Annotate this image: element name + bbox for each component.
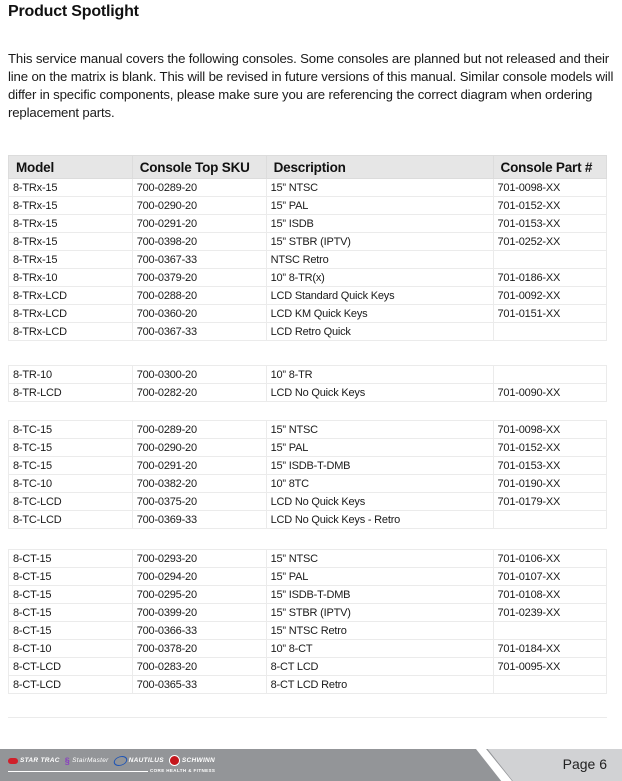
console-table-group-3 <box>8 420 607 529</box>
table-row <box>9 640 607 658</box>
part-cell: 701-0098-XX <box>493 421 606 439</box>
part-cell: 701-0095-XX <box>493 658 606 676</box>
description-cell: LCD KM Quick Keys <box>266 305 493 323</box>
description-cell: NTSC Retro <box>266 251 493 269</box>
brand-logos <box>8 755 215 766</box>
page-title: Product Spotlight <box>8 3 139 20</box>
table-row <box>9 439 607 457</box>
sku-cell: 700-0369-33 <box>132 511 266 529</box>
description-cell: 15” STBR (IPTV) <box>266 233 493 251</box>
description-cell: 15” NTSC Retro <box>266 622 493 640</box>
model-cell: 8-TC-10 <box>9 475 133 493</box>
sku-cell: 700-0290-20 <box>132 439 266 457</box>
model-cell: 8-TRx-LCD <box>9 323 133 341</box>
intro-paragraph: This service manual covers the following consoles. Some consoles are planned but not released and their line on the matrix is blank. This will be revised in future versions of this manual. Similar console models will differ in specific components, please make sure you are referencing the correct diagram when ordering replacement parts. <box>8 51 614 120</box>
part-cell: 701-0090-XX <box>493 384 606 402</box>
description-cell: LCD Retro Quick <box>266 323 493 341</box>
model-cell: 8-TRx-15 <box>9 233 133 251</box>
part-cell: 701-0108-XX <box>493 586 606 604</box>
description-cell: LCD No Quick Keys <box>266 493 493 511</box>
stairmaster-logo-icon: § <box>64 755 71 766</box>
sku-cell: 700-0365-33 <box>132 676 266 694</box>
model-cell: 8-TRx-15 <box>9 215 133 233</box>
description-cell: 15” NTSC <box>266 550 493 568</box>
table-row <box>9 323 607 341</box>
star-trac-logo-icon <box>8 758 18 764</box>
sku-cell: 700-0291-20 <box>132 457 266 475</box>
model-cell: 8-CT-LCD <box>9 658 133 676</box>
model-cell: 8-TC-LCD <box>9 511 133 529</box>
sku-cell: 700-0288-20 <box>132 287 266 305</box>
sku-cell: 700-0290-20 <box>132 197 266 215</box>
description-cell: 10” 8TC <box>266 475 493 493</box>
schwinn-logo-icon <box>169 755 180 766</box>
part-cell: 701-0152-XX <box>493 439 606 457</box>
description-cell: LCD No Quick Keys <box>266 384 493 402</box>
table-row <box>9 622 607 640</box>
description-cell: 15” NTSC <box>266 421 493 439</box>
table-row <box>9 658 607 676</box>
part-cell: 701-0151-XX <box>493 305 606 323</box>
model-cell: 8-CT-15 <box>9 586 133 604</box>
part-cell <box>493 323 606 341</box>
console-table-group-2 <box>8 365 607 402</box>
description-cell: 15” PAL <box>266 197 493 215</box>
nautilus-logo-icon <box>112 756 129 766</box>
model-cell: 8-CT-15 <box>9 550 133 568</box>
table-row <box>9 215 607 233</box>
part-cell: 701-0098-XX <box>493 179 606 197</box>
sku-cell: 700-0398-20 <box>132 233 266 251</box>
brand-schwinn: SCHWINN <box>169 755 215 766</box>
part-cell: 701-0239-XX <box>493 604 606 622</box>
table-header-row <box>9 156 607 179</box>
part-cell: 701-0106-XX <box>493 550 606 568</box>
table-row <box>9 305 607 323</box>
model-cell: 8-TC-LCD <box>9 493 133 511</box>
header-part: Console Part # <box>493 156 606 179</box>
model-cell: 8-TRx-15 <box>9 179 133 197</box>
sku-cell: 700-0289-20 <box>132 421 266 439</box>
description-cell: 15” STBR (IPTV) <box>266 604 493 622</box>
model-cell: 8-TRx-15 <box>9 251 133 269</box>
footer <box>0 749 622 781</box>
model-cell: 8-CT-LCD <box>9 676 133 694</box>
part-cell: 701-0152-XX <box>493 197 606 215</box>
table-row <box>9 197 607 215</box>
part-cell: 701-0184-XX <box>493 640 606 658</box>
model-cell: 8-TRx-LCD <box>9 305 133 323</box>
sku-cell: 700-0375-20 <box>132 493 266 511</box>
table-row <box>9 233 607 251</box>
model-cell: 8-CT-15 <box>9 568 133 586</box>
sku-cell: 700-0291-20 <box>132 215 266 233</box>
sku-cell: 700-0367-33 <box>132 251 266 269</box>
brand-stairmaster: § StairMaster <box>64 755 109 766</box>
model-cell: 8-TR-LCD <box>9 384 133 402</box>
description-cell: 15” ISDB-T-DMB <box>266 457 493 475</box>
brand-nautilus: NAUTILUS <box>114 756 164 766</box>
sku-cell: 700-0283-20 <box>132 658 266 676</box>
header-description: Description <box>266 156 493 179</box>
description-cell: 15” PAL <box>266 439 493 457</box>
header-model: Model <box>9 156 133 179</box>
description-cell: 10” 8-CT <box>266 640 493 658</box>
model-cell: 8-TRx-15 <box>9 197 133 215</box>
part-cell <box>493 511 606 529</box>
table-row <box>9 550 607 568</box>
sku-cell: 700-0300-20 <box>132 366 266 384</box>
model-cell: 8-CT-15 <box>9 604 133 622</box>
sku-cell: 700-0289-20 <box>132 179 266 197</box>
description-cell: LCD No Quick Keys - Retro <box>266 511 493 529</box>
console-table-group-4 <box>8 549 607 694</box>
part-cell: 701-0186-XX <box>493 269 606 287</box>
description-cell: 15” PAL <box>266 568 493 586</box>
part-cell: 701-0252-XX <box>493 233 606 251</box>
table-row <box>9 676 607 694</box>
sku-cell: 700-0293-20 <box>132 550 266 568</box>
sku-cell: 700-0367-33 <box>132 323 266 341</box>
sku-cell: 700-0295-20 <box>132 586 266 604</box>
table-row <box>9 287 607 305</box>
description-cell: 8-CT LCD Retro <box>266 676 493 694</box>
sku-cell: 700-0366-33 <box>132 622 266 640</box>
sku-cell: 700-0382-20 <box>132 475 266 493</box>
table-row <box>9 493 607 511</box>
table-row <box>9 269 607 287</box>
description-cell: 10” 8-TR(x) <box>266 269 493 287</box>
part-cell <box>493 622 606 640</box>
sku-cell: 700-0379-20 <box>132 269 266 287</box>
model-cell: 8-TC-15 <box>9 439 133 457</box>
part-cell: 701-0179-XX <box>493 493 606 511</box>
console-table-group-1 <box>8 155 607 341</box>
table-row <box>9 251 607 269</box>
table-row <box>9 586 607 604</box>
model-cell: 8-CT-10 <box>9 640 133 658</box>
page-number: Page 6 <box>562 756 607 772</box>
part-cell: 701-0153-XX <box>493 457 606 475</box>
header-sku: Console Top SKU <box>132 156 266 179</box>
part-cell: 701-0190-XX <box>493 475 606 493</box>
table-row <box>9 366 607 384</box>
model-cell: 8-CT-15 <box>9 622 133 640</box>
description-cell: 10” 8-TR <box>266 366 493 384</box>
sku-cell: 700-0282-20 <box>132 384 266 402</box>
brand-star-trac: STAR TRAC <box>8 757 60 764</box>
model-cell: 8-TRx-10 <box>9 269 133 287</box>
description-cell: LCD Standard Quick Keys <box>266 287 493 305</box>
footer-rule <box>8 771 148 772</box>
table-row <box>9 604 607 622</box>
table-row <box>9 475 607 493</box>
description-cell: 15” ISDB <box>266 215 493 233</box>
description-cell: 15” ISDB-T-DMB <box>266 586 493 604</box>
part-cell <box>493 676 606 694</box>
part-cell <box>493 366 606 384</box>
table-row <box>9 179 607 197</box>
sku-cell: 700-0360-20 <box>132 305 266 323</box>
part-cell: 701-0092-XX <box>493 287 606 305</box>
table-row <box>9 568 607 586</box>
part-cell: 701-0107-XX <box>493 568 606 586</box>
table-row <box>9 457 607 475</box>
trailing-divider <box>8 717 607 718</box>
model-cell: 8-TC-15 <box>9 457 133 475</box>
sku-cell: 700-0378-20 <box>132 640 266 658</box>
part-cell: 701-0153-XX <box>493 215 606 233</box>
model-cell: 8-TR-10 <box>9 366 133 384</box>
model-cell: 8-TC-15 <box>9 421 133 439</box>
table-row <box>9 511 607 529</box>
table-row <box>9 421 607 439</box>
part-cell <box>493 251 606 269</box>
description-cell: 8-CT LCD <box>266 658 493 676</box>
table-row <box>9 384 607 402</box>
sku-cell: 700-0294-20 <box>132 568 266 586</box>
company-name: CORE HEALTH & FITNESS <box>150 767 216 773</box>
sku-cell: 700-0399-20 <box>132 604 266 622</box>
description-cell: 15” NTSC <box>266 179 493 197</box>
model-cell: 8-TRx-LCD <box>9 287 133 305</box>
